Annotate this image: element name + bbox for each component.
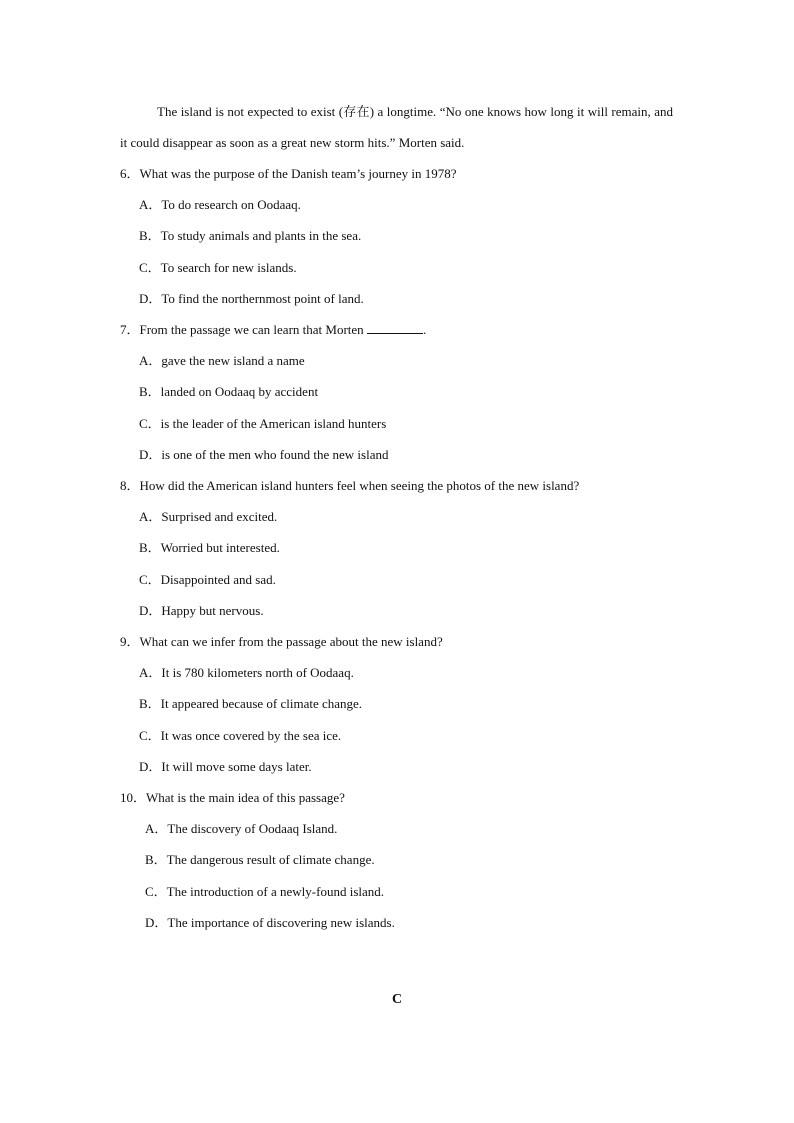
question-9-option-b: B．It appeared because of climate change. [139, 696, 363, 711]
question-9-option-c: C．It was once covered by the sea ice. [139, 728, 342, 743]
question-7-option-d: D．is one of the men who found the new island [139, 447, 389, 462]
question-7-stem-end: . [422, 322, 427, 337]
question-8-option-c: C．Disappointed and sad. [139, 572, 276, 587]
question-7-option-c: C．is the leader of the American island hunters [139, 416, 387, 431]
question-10-option-c: C．The introduction of a newly-found island. [145, 884, 385, 899]
question-6-option-d: D．To find the northernmost point of land. [139, 291, 364, 306]
question-10-option-d: D．The importance of discovering new islands. [145, 915, 395, 930]
section-heading: C [391, 992, 403, 1007]
question-10-stem: 10．What is the main idea of this passage? [120, 790, 345, 805]
question-7-stem-text: 7．From the passage we can learn that Morten [120, 322, 367, 337]
question-10-option-a: A．The discovery of Oodaaq Island. [145, 821, 338, 836]
question-8-option-a: A．Surprised and excited. [139, 509, 278, 524]
question-6-stem: 6．What was the purpose of the Danish team’s journey in 1978? [120, 166, 457, 181]
question-8-stem: 8．How did the American island hunters feel when seeing the photos of the new island? [120, 478, 580, 493]
question-6-option-c: C．To search for new islands. [139, 260, 297, 275]
question-9-option-a: A．It is 780 kilometers north of Oodaaq. [139, 665, 354, 680]
question-9-stem: 9．What can we infer from the passage about the new island? [120, 634, 443, 649]
question-7-stem [120, 321, 426, 339]
question-8-option-d: D．Happy but nervous. [139, 603, 264, 618]
passage-paragraph: The island is not expected to exist (存在) a longtime. “No one knows how long it will remain, and it could disappear as soon as a great new storm hits.” Morten said. [120, 104, 673, 150]
question-7-option-a: A．gave the new island a name [139, 353, 305, 368]
question-6-option-b: B．To study animals and plants in the sea. [139, 228, 362, 243]
question-10-option-b: B．The dangerous result of climate change. [145, 852, 375, 867]
question-9-option-d: D．It will move some days later. [139, 759, 312, 774]
question-6-option-a: A．To do research on Oodaaq. [139, 197, 301, 212]
question-8-option-b: B．Worried but interested. [139, 540, 280, 555]
answer-blank [367, 322, 423, 334]
question-7-option-b: B．landed on Oodaaq by accident [139, 384, 319, 399]
